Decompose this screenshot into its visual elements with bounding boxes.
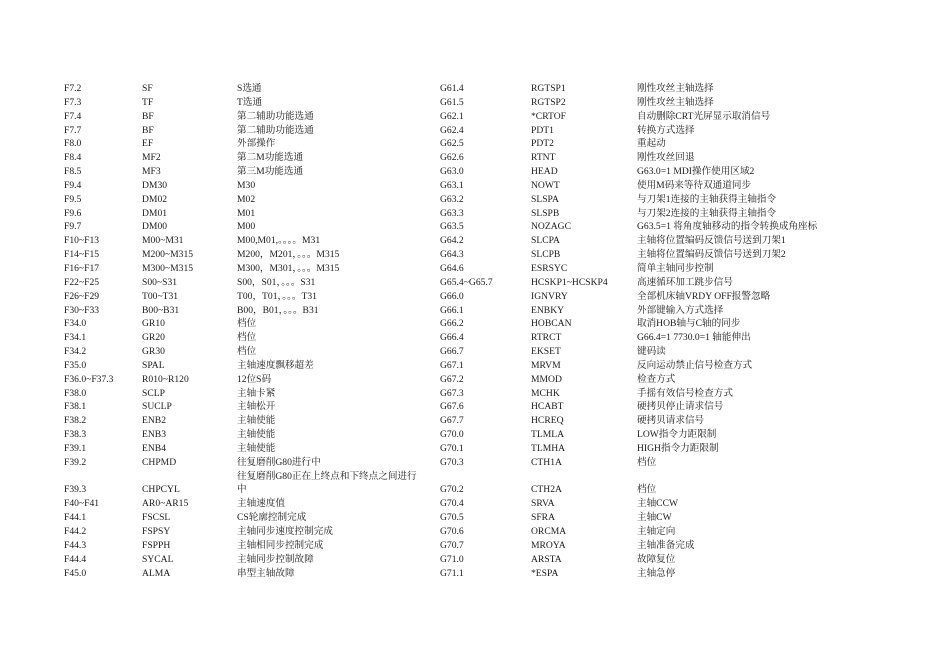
signal-description: 主轴CCW [637, 498, 679, 510]
signal-description: 主轴急停 [637, 567, 676, 579]
signal-address: F8.0 [64, 138, 82, 150]
signal-description: T选通 [237, 96, 263, 108]
signal-address: G65.4~G65.7 [440, 276, 493, 288]
signal-description: 外部操作 [237, 138, 276, 150]
signal-address: G70.3 [440, 456, 464, 468]
signal-description: 档位 [237, 332, 257, 344]
signal-symbol: BF [142, 110, 154, 122]
signal-symbol: SUCLP [142, 401, 172, 413]
signal-description: 主轴使能 [237, 442, 276, 454]
signal-symbol: PDT2 [531, 138, 554, 150]
signal-address: G67.6 [440, 401, 464, 413]
signal-address: G67.7 [440, 415, 464, 427]
signal-symbol: ARSTA [531, 553, 562, 565]
signal-description: 主轴速度飘移超差 [237, 359, 314, 371]
signal-address: G66.2 [440, 318, 464, 330]
signal-address: G64.2 [440, 235, 464, 247]
signal-address: F44.2 [64, 526, 87, 537]
signal-symbol: MMOD [531, 373, 562, 385]
signal-address: G62.6 [440, 152, 464, 164]
signal-address: G64.6 [440, 262, 464, 274]
signal-address: F39.3 [64, 484, 87, 496]
signal-address: F9.5 [64, 193, 82, 205]
signal-address: F38.1 [64, 401, 87, 413]
signal-description: M00 [237, 221, 256, 233]
signal-symbol: RTRCT [531, 332, 562, 344]
signal-description: 转换方式选择 [637, 124, 695, 136]
signal-address: F9.7 [64, 221, 82, 233]
signal-symbol: M00~M31 [142, 235, 184, 247]
signal-symbol: FSPSY [142, 526, 171, 537]
signal-symbol: GR20 [142, 332, 165, 344]
signal-address: F35.0 [64, 359, 87, 371]
signal-description: M01 [237, 207, 256, 219]
signal-address: F10~F13 [64, 235, 100, 247]
signal-symbol: T00~T31 [142, 290, 179, 302]
signal-symbol: GR10 [142, 318, 165, 330]
signal-symbol: S00~S31 [142, 276, 178, 288]
signal-address: G70.7 [440, 539, 464, 551]
signal-symbol: SF [142, 83, 153, 94]
signal-address: F30~F33 [64, 304, 100, 316]
signal-symbol: MROYA [531, 539, 566, 551]
signal-symbol: DM00 [142, 221, 168, 233]
signal-symbol: RGTSP2 [531, 96, 566, 108]
signal-symbol: AR0~AR15 [142, 498, 189, 510]
signal-description: 外部键输入方式选择 [637, 304, 724, 316]
signal-address: F45.0 [64, 567, 87, 579]
signal-symbol: MCHK [531, 387, 560, 399]
signal-symbol: MRVM [531, 359, 561, 371]
signal-address: F44.4 [64, 553, 87, 565]
signal-description: 12位S码 [237, 373, 272, 385]
signal-symbol: NOWT [531, 179, 560, 191]
signal-description: 高速循环加工跳步信号 [637, 276, 733, 288]
signal-address: F22~F25 [64, 276, 100, 288]
signal-description: 主轴同步速度控制完成 [237, 526, 333, 537]
signal-address: F7.3 [64, 96, 82, 108]
signal-address: F39.1 [64, 442, 87, 454]
signal-symbol: ENB3 [142, 429, 166, 441]
signal-description: 键码读 [637, 346, 666, 358]
signal-address: G61.4 [440, 83, 464, 94]
signal-address: F40~F41 [64, 498, 100, 510]
signal-symbol: M200~M315 [142, 249, 194, 261]
signal-description: M00,M01,。。。。M31 [237, 235, 321, 247]
signal-symbol: SLSPA [531, 193, 559, 205]
signal-symbol: GR30 [142, 346, 165, 358]
signal-description: 主轴使能 [237, 429, 276, 441]
signal-address: G66.0 [440, 290, 464, 302]
signal-description: 串型主轴故障 [237, 567, 295, 579]
signal-description: 刚性攻丝主轴选择 [637, 83, 714, 94]
signal-symbol: TF [142, 96, 154, 108]
signal-description: 主轴松开 [237, 401, 276, 413]
signal-description: 取消HOB轴与C轴的同步 [637, 318, 741, 330]
signal-symbol: SLSPB [531, 207, 560, 219]
signal-description: 主轴准备完成 [637, 539, 695, 551]
signal-symbol: TLMHA [531, 442, 566, 454]
signal-description: 第二M功能选通 [237, 152, 304, 164]
signal-symbol: HEAD [531, 166, 558, 178]
signal-address: F26~F29 [64, 290, 100, 302]
signal-symbol: SPAL [142, 359, 165, 371]
signal-description: 自动删除CRT光屏显示取消信号 [637, 110, 771, 122]
signal-symbol: DM30 [142, 179, 168, 191]
signal-description: 档位 [237, 318, 257, 330]
signal-description: B00，B01，。。。B31 [237, 304, 319, 316]
signal-description: 刚性攻丝回退 [637, 152, 695, 164]
signal-symbol: *CRTOF [531, 110, 566, 122]
signal-symbol: R010~R120 [142, 373, 189, 385]
signal-symbol: DM02 [142, 193, 168, 205]
signal-address: G71.1 [440, 567, 464, 579]
signal-address: G63.0 [440, 166, 464, 178]
signal-description: G63.0=1 MDI操作使用区域2 [637, 166, 755, 178]
signal-symbol: MF3 [142, 166, 161, 178]
signal-description: G63.5=1 将角度轴移动的指令转换成角座标 [637, 221, 818, 233]
signal-symbol: HCABT [531, 401, 564, 413]
signal-address: G70.0 [440, 429, 464, 441]
signal-symbol: EF [142, 138, 154, 150]
signal-description: 硬拷贝请求信号 [637, 415, 705, 427]
signal-address: G63.1 [440, 179, 464, 191]
signal-address: F8.4 [64, 152, 82, 164]
signal-address: G66.4 [440, 332, 464, 344]
signal-description: 主轴使能 [237, 415, 276, 427]
signal-address: G70.1 [440, 442, 464, 454]
signal-symbol: SYCAL [142, 553, 174, 565]
signal-description: 硬拷贝停止请求信号 [637, 401, 724, 413]
signal-symbol: HOBCAN [531, 318, 572, 330]
signal-address: G62.1 [440, 110, 464, 122]
signal-description: 主轴定向 [637, 526, 676, 537]
signal-symbol: HCREQ [531, 415, 564, 427]
signal-symbol: PDT1 [531, 124, 554, 136]
signal-address: F38.0 [64, 387, 87, 399]
signal-symbol: ENB2 [142, 415, 166, 427]
signal-description: LOW指令力距限制 [637, 429, 717, 441]
signal-description: 第二辅助功能选通 [237, 110, 314, 122]
signal-address: F36.0~F37.3 [64, 373, 114, 385]
signal-address: F34.1 [64, 332, 87, 344]
signal-description: 主轴相同步控制完成 [237, 539, 324, 551]
signal-symbol: SLCPA [531, 235, 560, 247]
signal-description: 档位 [637, 484, 657, 496]
signal-description: 与刀架2连接的主轴获得主轴指令 [637, 207, 777, 219]
signal-symbol: CHPCYL [142, 484, 180, 496]
signal-description: 主轴卡紧 [237, 387, 276, 399]
signal-description: 全部机床轴VRDY OFF报警忽略 [637, 290, 771, 302]
signal-description: 主轴速度值 [237, 498, 285, 510]
signal-symbol: CTH1A [531, 456, 562, 468]
signal-description: 主轴同步控制故障 [237, 553, 314, 565]
signal-address: G62.4 [440, 124, 464, 136]
signal-address: F7.7 [64, 124, 82, 136]
signal-symbol: *ESPA [531, 567, 559, 579]
signal-address: F38.2 [64, 415, 87, 427]
signal-description: CS轮廓控制完成 [237, 512, 307, 524]
signal-symbol: EKSET [531, 346, 561, 358]
signal-description: M300，M301，。。。M315 [237, 262, 340, 274]
signal-description: 简单主轴同步控制 [637, 262, 714, 274]
signal-description: 故障复位 [637, 553, 676, 565]
signal-description: 检查方式 [637, 373, 676, 385]
signal-description: S选通 [237, 83, 262, 94]
signal-address: F7.2 [64, 83, 82, 94]
signal-symbol: NOZAGC [531, 221, 571, 233]
signal-description: M30 [237, 179, 256, 191]
signal-address: G66.7 [440, 346, 464, 358]
signal-description: 与刀架1连接的主轴获得主轴指令 [637, 193, 777, 205]
signal-description: 手摇有效信号检查方式 [637, 387, 733, 399]
signal-description: 往复磨削G80进行中 [237, 456, 321, 468]
signal-description: 第二辅助功能选通 [237, 124, 314, 136]
signal-description: 档位 [637, 456, 657, 468]
signal-description: 往复磨削G80正在上终点和下终点之间进行中 [237, 470, 417, 496]
signal-symbol: MF2 [142, 152, 161, 164]
signal-address: G71.0 [440, 553, 464, 565]
signal-symbol: SFRA [531, 512, 555, 524]
signal-description: 主轴将位置编码反馈信号送到刀架2 [637, 249, 786, 261]
signal-description: 档位 [237, 346, 257, 358]
signal-symbol: DM01 [142, 207, 168, 219]
signal-address: F16~F17 [64, 262, 100, 274]
signal-symbol: ORCMA [531, 526, 567, 537]
signal-symbol: CTH2A [531, 484, 562, 496]
signal-description: 第三M功能选通 [237, 166, 304, 178]
signal-address: G63.2 [440, 193, 464, 205]
signal-description: 主轴CW [637, 512, 672, 524]
signal-symbol: ESRSYC [531, 262, 568, 274]
signal-description: T00，T01，。。。T31 [237, 290, 317, 302]
signal-symbol: ALMA [142, 567, 171, 579]
signal-address: F44.3 [64, 539, 87, 551]
signal-description: 反向运动禁止信号检查方式 [637, 359, 753, 371]
signal-address: G62.5 [440, 138, 464, 150]
signal-address: G64.3 [440, 249, 464, 261]
signal-description: G66.4=1 7730.0=1 轴能伸出 [637, 332, 751, 344]
signal-description: S00，S01，。。。S31 [237, 276, 316, 288]
signal-symbol: IGNVRY [531, 290, 568, 302]
signal-symbol: RTNT [531, 152, 556, 164]
signal-address: G63.3 [440, 207, 464, 219]
signal-address: G70.2 [440, 484, 464, 496]
signal-symbol: SLCPB [531, 249, 561, 261]
signal-address: F39.2 [64, 456, 87, 468]
signal-symbol: FSCSL [142, 512, 171, 524]
signal-symbol: HCSKP1~HCSKP4 [531, 276, 608, 288]
signal-address: F9.6 [64, 207, 82, 219]
signal-description: 重起动 [637, 138, 666, 150]
signal-address: F34.2 [64, 346, 87, 358]
signal-symbol: B00~B31 [142, 304, 180, 316]
signal-address: F38.3 [64, 429, 87, 441]
signal-symbol: TLMLA [531, 429, 565, 441]
signal-address: F14~F15 [64, 249, 100, 261]
signal-address: G67.3 [440, 387, 464, 399]
signal-symbol: FSPPH [142, 539, 171, 551]
signal-address: F9.4 [64, 179, 82, 191]
signal-address: F44.1 [64, 512, 87, 524]
signal-address: G70.4 [440, 498, 464, 510]
signal-description: M02 [237, 193, 256, 205]
signal-address: G63.5 [440, 221, 464, 233]
signal-address: F34.0 [64, 318, 87, 330]
signal-symbol: SCLP [142, 387, 165, 399]
signal-address: G61.5 [440, 96, 464, 108]
signal-description: 主轴将位置编码反馈信号送到刀架1 [637, 235, 786, 247]
signal-description: HIGH指令力距限制 [637, 442, 719, 454]
signal-address: G66.1 [440, 304, 464, 316]
signal-description: 刚性攻丝主轴选择 [637, 96, 714, 108]
signal-symbol: RGTSP1 [531, 83, 566, 94]
signal-symbol: M300~M315 [142, 262, 194, 274]
signal-symbol: BF [142, 124, 154, 136]
signal-symbol: CHPMD [142, 456, 177, 468]
signal-address: G70.5 [440, 512, 464, 524]
signal-address: G67.1 [440, 359, 464, 371]
signal-address: F7.4 [64, 110, 82, 122]
signal-address: G67.2 [440, 373, 464, 385]
signal-address: F8.5 [64, 166, 82, 178]
signal-symbol: SRVA [531, 498, 555, 510]
signal-symbol: ENB4 [142, 442, 166, 454]
signal-description: M200，M201，。。。M315 [237, 249, 340, 261]
signal-symbol: ENBKY [531, 304, 565, 316]
signal-address: G70.6 [440, 526, 464, 537]
signal-description: 使用M码来等待双通道同步 [637, 179, 752, 191]
